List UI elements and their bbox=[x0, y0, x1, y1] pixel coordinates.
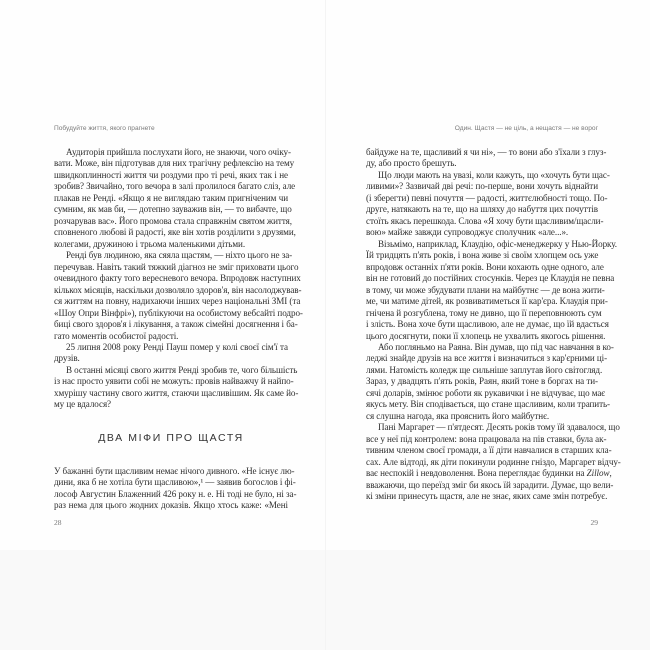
paragraph bbox=[366, 147, 607, 170]
text-line: биці свого здоров'я і лікування, а також сімейні досягнення і ба- bbox=[54, 319, 298, 330]
text-line: сумним, як мав би, — дотепно зауважив він, — то вибачте, що bbox=[54, 204, 292, 215]
text-line: В останні місяці свого життя Ренді зробив те, чого більшість bbox=[66, 364, 298, 375]
text-line: із нас просто уявити собі не можуть: провів найважчу й найпо- bbox=[54, 376, 294, 387]
text-line bbox=[366, 468, 612, 479]
page-number-left: 28 bbox=[54, 518, 62, 527]
text-line: він не готовий до постійних стосунків. Через це Клаудія не певна bbox=[366, 273, 615, 284]
text-line: У бажанні бути щасливим немає нічого дивного. «Не існує лю- bbox=[54, 465, 295, 476]
text-line: швидкоплинності життя чи роздуми про ті речі, яких так і не bbox=[54, 169, 288, 180]
right-page bbox=[326, 0, 650, 550]
text-line: «Шоу Опри Вінфрі»), публікуючи на особистому вебсайті подро- bbox=[54, 307, 303, 318]
text-line: гнічена й розгублена, тому не дивно, що її переповнюють сум bbox=[366, 307, 602, 318]
running-head-left: Побудуйте життя, якого прагнете bbox=[54, 125, 155, 132]
paragraph bbox=[54, 342, 288, 365]
text-line: кі зміни принесуть щастя, але не знає, яких саме змін потребує. bbox=[366, 491, 608, 502]
text-line: Їй тридцять п'ять років, і вона живе зі своїм хлопцем ось уже bbox=[366, 250, 599, 261]
running-head-right: Один. Щастя — не ціль, а нещастя — не ворог bbox=[454, 125, 598, 132]
text-line: тивним членом своєї громади, а її діти навчалися в старших кла- bbox=[366, 445, 612, 456]
text-line: сячі доларів, змінює роботи як рукавички і не відчуває, що має bbox=[366, 387, 606, 398]
text-line: ме, чи матиме дітей, як розвиватиметься її кар'єра. Клаудія при- bbox=[366, 296, 608, 307]
text-line: перечував. Навіть такий тяжкий діагноз не зміг приховати цього bbox=[54, 261, 299, 272]
body-text-after-heading bbox=[54, 465, 297, 512]
text-line: Пані Маргарет — п'ятдесят. Десять років тому їй здавалося, що bbox=[378, 422, 620, 433]
text-fragment: , bbox=[609, 468, 612, 479]
text-line: друзів. bbox=[54, 353, 80, 364]
left-page bbox=[0, 0, 325, 550]
paragraph bbox=[54, 250, 303, 342]
page-number-right: 29 bbox=[590, 518, 598, 527]
text-line: гато моментів особистої радості. bbox=[54, 330, 179, 341]
paragraph bbox=[54, 465, 297, 512]
text-line: очевидного факту того вересневого вечора. Впродовж наступних bbox=[54, 273, 301, 284]
text-line: цього досягнути, поки її хлопець не ухвалить якогось рішення. bbox=[366, 330, 606, 341]
paragraph bbox=[366, 169, 610, 239]
text-line: все у неї під контролем: вона працювала на пів ставки, була ак- bbox=[366, 433, 607, 444]
text-line: Або погляньмо на Раяна. Він думав, що під час навчання в ко- bbox=[378, 341, 614, 352]
text-line: хмурішу частину свого життя, стаючи щасливішим. Як саме йо- bbox=[54, 387, 299, 398]
text-line: колегами, дружиною і трьома маленькими дітьми. bbox=[54, 238, 246, 249]
text-line: Ренді був людиною, яка сяяла щастям, — ніхто цього не за- bbox=[66, 250, 293, 261]
text-line: Що люди мають на увазі, коли кажуть, що «хочуть бути щас- bbox=[378, 169, 610, 180]
text-line: кількох місяців, наскільки дозволяло здоров'я, він насолоджував- bbox=[54, 284, 302, 295]
text-line: в тому, чи може збудувати плани на майбутнє — де вона жити- bbox=[366, 284, 605, 295]
text-line: (і зберегти) певні почуття — радості, життєлюбності тощо. По- bbox=[366, 192, 608, 203]
text-line: якусь мету. Він сподівається, що стане щасливим, коли трапить- bbox=[366, 399, 611, 410]
text-line: стоїть якась перешкода. Слова «Я хочу бути щасливим/щасли- bbox=[366, 215, 604, 226]
text-line: ду, або просто брешуть. bbox=[366, 158, 457, 169]
text-line: вати. Може, він підготував для них трагічну рефлексію на тему bbox=[54, 158, 295, 169]
paragraph bbox=[366, 422, 621, 502]
text-line: лософ Августин Блаженний 426 року н. е. Ні тоді не було, ні за- bbox=[54, 488, 297, 499]
text-line: вою» майже завжди супроводжує сполучник «але...». bbox=[366, 227, 569, 238]
text-line: раз нема для цього жодних доказів. Якщо хтось каже: «Мені bbox=[54, 500, 288, 511]
text-line: леджі знайде друзів на все життя і визначиться з кар'єрними ці- bbox=[366, 353, 608, 364]
text-line: 25 липня 2008 року Ренді Пауш помер у колі своєї сім'ї та bbox=[66, 341, 288, 352]
text-line: лями. Натомість коледж ще сильніше заплутав його світогляд. bbox=[366, 364, 603, 375]
text-line: ся життям на повну, надихаючи інших через національні ЗМІ (та bbox=[54, 296, 301, 307]
left-text-column bbox=[54, 147, 303, 512]
text-line: зробив? Звичайно, того вечора в залі пролилося багато сліз, але bbox=[54, 181, 296, 192]
text-line: му це вдалося? bbox=[54, 399, 112, 410]
text-line: дини, яка б не хотіла бути щасливою»,¹ — заявив богослов і фі- bbox=[54, 477, 296, 488]
body-text bbox=[366, 147, 621, 503]
paragraph bbox=[366, 238, 617, 342]
text-line: байдуже на те, щасливий я чи ні», — то вони або з'їхали з глуз- bbox=[366, 147, 607, 157]
right-text-column bbox=[366, 147, 621, 503]
text-line: ся слушна нагода, яка прояснить його майбутнє. bbox=[366, 410, 550, 421]
italic-text: Zillow bbox=[586, 468, 610, 479]
text-line: розчарував вас». Його промова стала справжнім святом життя, bbox=[54, 215, 292, 226]
text-line: друге, натякають на те, що на шляху до набуття цих почуттів bbox=[366, 204, 598, 215]
paragraph bbox=[54, 147, 296, 250]
text-line: впродовж останніх п'яти років. Вони кохають одне одного, але bbox=[366, 261, 604, 272]
body-text-before-heading bbox=[54, 147, 303, 411]
text-line: сповненого любові й радості, яке він хотів розділити з друзями, bbox=[54, 227, 296, 238]
text-line: і злість. Вона хоче бути щасливою, але не думає, що їй вдасться bbox=[366, 319, 609, 330]
text-line: Візьмімо, наприклад, Клаудію, офіс-менеджерку у Нью-Йорку. bbox=[378, 238, 617, 249]
paragraph bbox=[54, 364, 299, 411]
text-line: Зараз, у двадцять п'ять років, Раян, який тоне в боргах на ти- bbox=[366, 376, 598, 387]
text-line: сах. Але відтоді, як діти покинули родинне гніздо, Маргарет відчу- bbox=[366, 456, 621, 467]
text-fragment: ває неспокій і невдоволення. Вона переглядає будинки на bbox=[366, 468, 587, 479]
section-heading: ДВА МІФИ ПРО ЩАСТЯ bbox=[98, 431, 244, 444]
paragraph bbox=[366, 341, 614, 422]
text-line: Аудиторія прийшла послухати його, не знаючи, чого очіку- bbox=[66, 147, 291, 157]
text-line: ливими»? Зазвичай дві речі: по-перше, вони хочуть віднайти bbox=[366, 181, 598, 192]
text-line: плакав не Ренді. «Якщо я не виглядаю таким пригніченим чи bbox=[54, 192, 288, 203]
text-line: вважаючи, що переїзд зміг би якось їй зарадити. Думає, що вели- bbox=[366, 479, 614, 490]
